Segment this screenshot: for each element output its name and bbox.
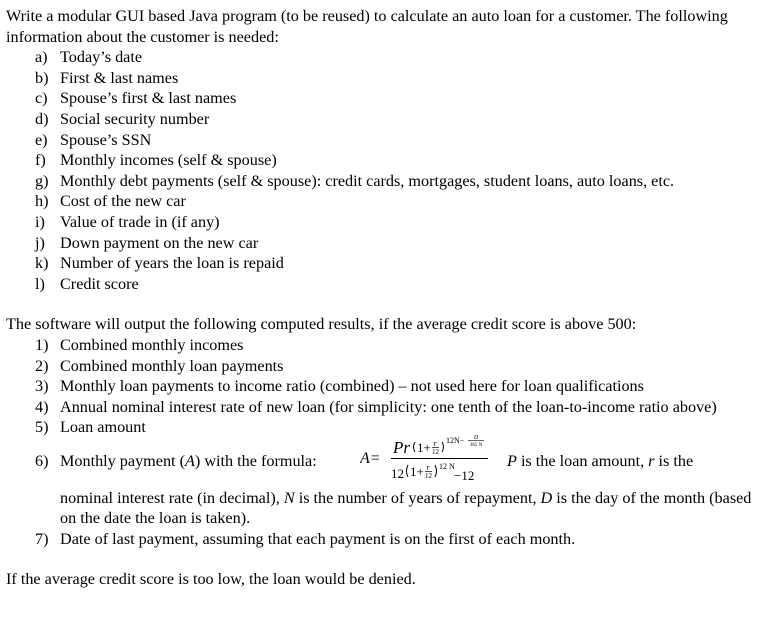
- customer-info-list: [6, 47, 766, 294]
- formula-r-small: r: [433, 438, 437, 448]
- list-item: [6, 88, 766, 109]
- list-item: [6, 335, 766, 356]
- variable-a: A: [185, 451, 195, 470]
- list-item: [6, 47, 766, 68]
- list-item-text: Spouse’s SSN: [60, 130, 152, 149]
- document: [6, 6, 766, 589]
- list-item-label: 2): [35, 356, 49, 375]
- formula-lhs: A=: [360, 449, 381, 467]
- formula-tail-text: P is the loan amount, r is the: [507, 451, 694, 470]
- list-item: [6, 68, 766, 89]
- formula-exp-frac-num: D: [473, 434, 479, 441]
- list-item-label: l): [35, 274, 45, 293]
- formula-den-minus: −12: [454, 467, 475, 483]
- formula-exp-frac-den: 365 N: [469, 442, 483, 448]
- list-item-text: First & last names: [60, 68, 179, 87]
- list-item: [6, 356, 766, 377]
- output-intro-paragraph: The software will output the following computed results, if the average credit score is above 500:: [6, 315, 637, 334]
- list-item: [6, 171, 766, 192]
- list-item-text: Down payment on the new car: [60, 233, 259, 252]
- list-item-text: Today’s date: [60, 48, 143, 67]
- formula-one-plus: 1+: [417, 439, 431, 455]
- list-item-text: Monthly incomes (self & spouse): [60, 151, 277, 170]
- list-item-last-payment: [6, 529, 766, 550]
- formula-den-one-plus: 1+: [410, 463, 424, 479]
- output-list: [6, 335, 766, 550]
- formula-num-pr: Pr: [393, 437, 410, 457]
- formula-den-exp: 12 N: [439, 461, 455, 471]
- list-item-label: h): [35, 192, 49, 211]
- list-item: [6, 212, 766, 233]
- list-item-label: 4): [35, 397, 49, 416]
- formula-exp-num: 12N−: [446, 435, 465, 445]
- list-item-label: d): [35, 109, 49, 128]
- list-item-text: Combined monthly incomes: [60, 335, 244, 354]
- list-item-label: 6): [35, 451, 49, 470]
- list-item-label: 7): [35, 530, 49, 549]
- list-item-label: e): [35, 130, 48, 149]
- list-item-label: j): [35, 233, 45, 252]
- formula-paren-right: [442, 442, 444, 452]
- list-item: [6, 233, 766, 254]
- monthly-payment-formula: [360, 434, 510, 486]
- list-item: [6, 376, 766, 397]
- list-item-text: Monthly loan payments to income ratio (combined) – not used here for loan qualifications: [60, 377, 644, 396]
- list-item-text: Cost of the new car: [60, 192, 186, 211]
- list-item-label: i): [35, 212, 45, 231]
- list-item-text: Number of years the loan is repaid: [60, 254, 284, 273]
- list-item-text: Social security number: [60, 109, 210, 128]
- list-item: [6, 274, 766, 295]
- list-item-label: 1): [35, 335, 49, 354]
- list-item-monthly-payment: [6, 434, 766, 483]
- list-item-text: Spouse’s first & last names: [60, 89, 237, 108]
- formula-den-paren-left: [407, 465, 409, 477]
- list-item: [6, 109, 766, 130]
- list-item: [6, 150, 766, 171]
- list-item: [6, 130, 766, 151]
- list-item-text: Monthly debt payments (self & spouse): credit cards, mortgages, student loans, auto loans, etc.: [60, 171, 675, 190]
- intro-paragraph: Write a modular GUI based Java program (to be reused) to calculate an auto loan for a customer. The following information about the customer is needed:: [6, 7, 728, 46]
- list-item-label: c): [35, 89, 48, 108]
- list-item-label: k): [35, 254, 49, 273]
- formula-paren-left: [414, 442, 416, 452]
- formula-den-r-small: r: [426, 462, 430, 472]
- list-item-label: f): [35, 151, 46, 170]
- closing-paragraph: If the average credit score is too low, the loan would be denied.: [6, 569, 416, 588]
- list-item-text: Credit score: [60, 274, 139, 293]
- list-item: [6, 397, 766, 418]
- list-item-monthly-payment-continued: nominal interest rate (in decimal), N is the number of years of repayment, D is the day of the month (based on the date the loan is taken).: [60, 488, 752, 528]
- list-item-label: g): [35, 171, 49, 190]
- list-item-text: Loan amount: [60, 418, 146, 437]
- list-item: [6, 253, 766, 274]
- formula-twelve-small: 12: [432, 447, 439, 456]
- list-item-label: 5): [35, 418, 49, 437]
- list-item: [6, 191, 766, 212]
- formula-den-coef: 12: [391, 465, 404, 481]
- formula-lead-text: Monthly payment (A) with the formula:: [60, 451, 317, 470]
- list-item-label: a): [35, 48, 48, 67]
- list-item-text: Date of last payment, assuming that each payment is on the first of each month.: [60, 530, 576, 549]
- list-item-text: Value of trade in (if any): [60, 212, 220, 231]
- list-item-text: Combined monthly loan payments: [60, 356, 284, 375]
- formula-den-twelve-small: 12: [425, 471, 432, 480]
- list-item-text: Annual nominal interest rate of new loan (for simplicity: one tenth of the loan-to-income ratio above): [60, 397, 717, 416]
- list-item-label: 3): [35, 377, 49, 396]
- list-item-label: b): [35, 68, 49, 87]
- formula-den-paren-right: [435, 465, 437, 477]
